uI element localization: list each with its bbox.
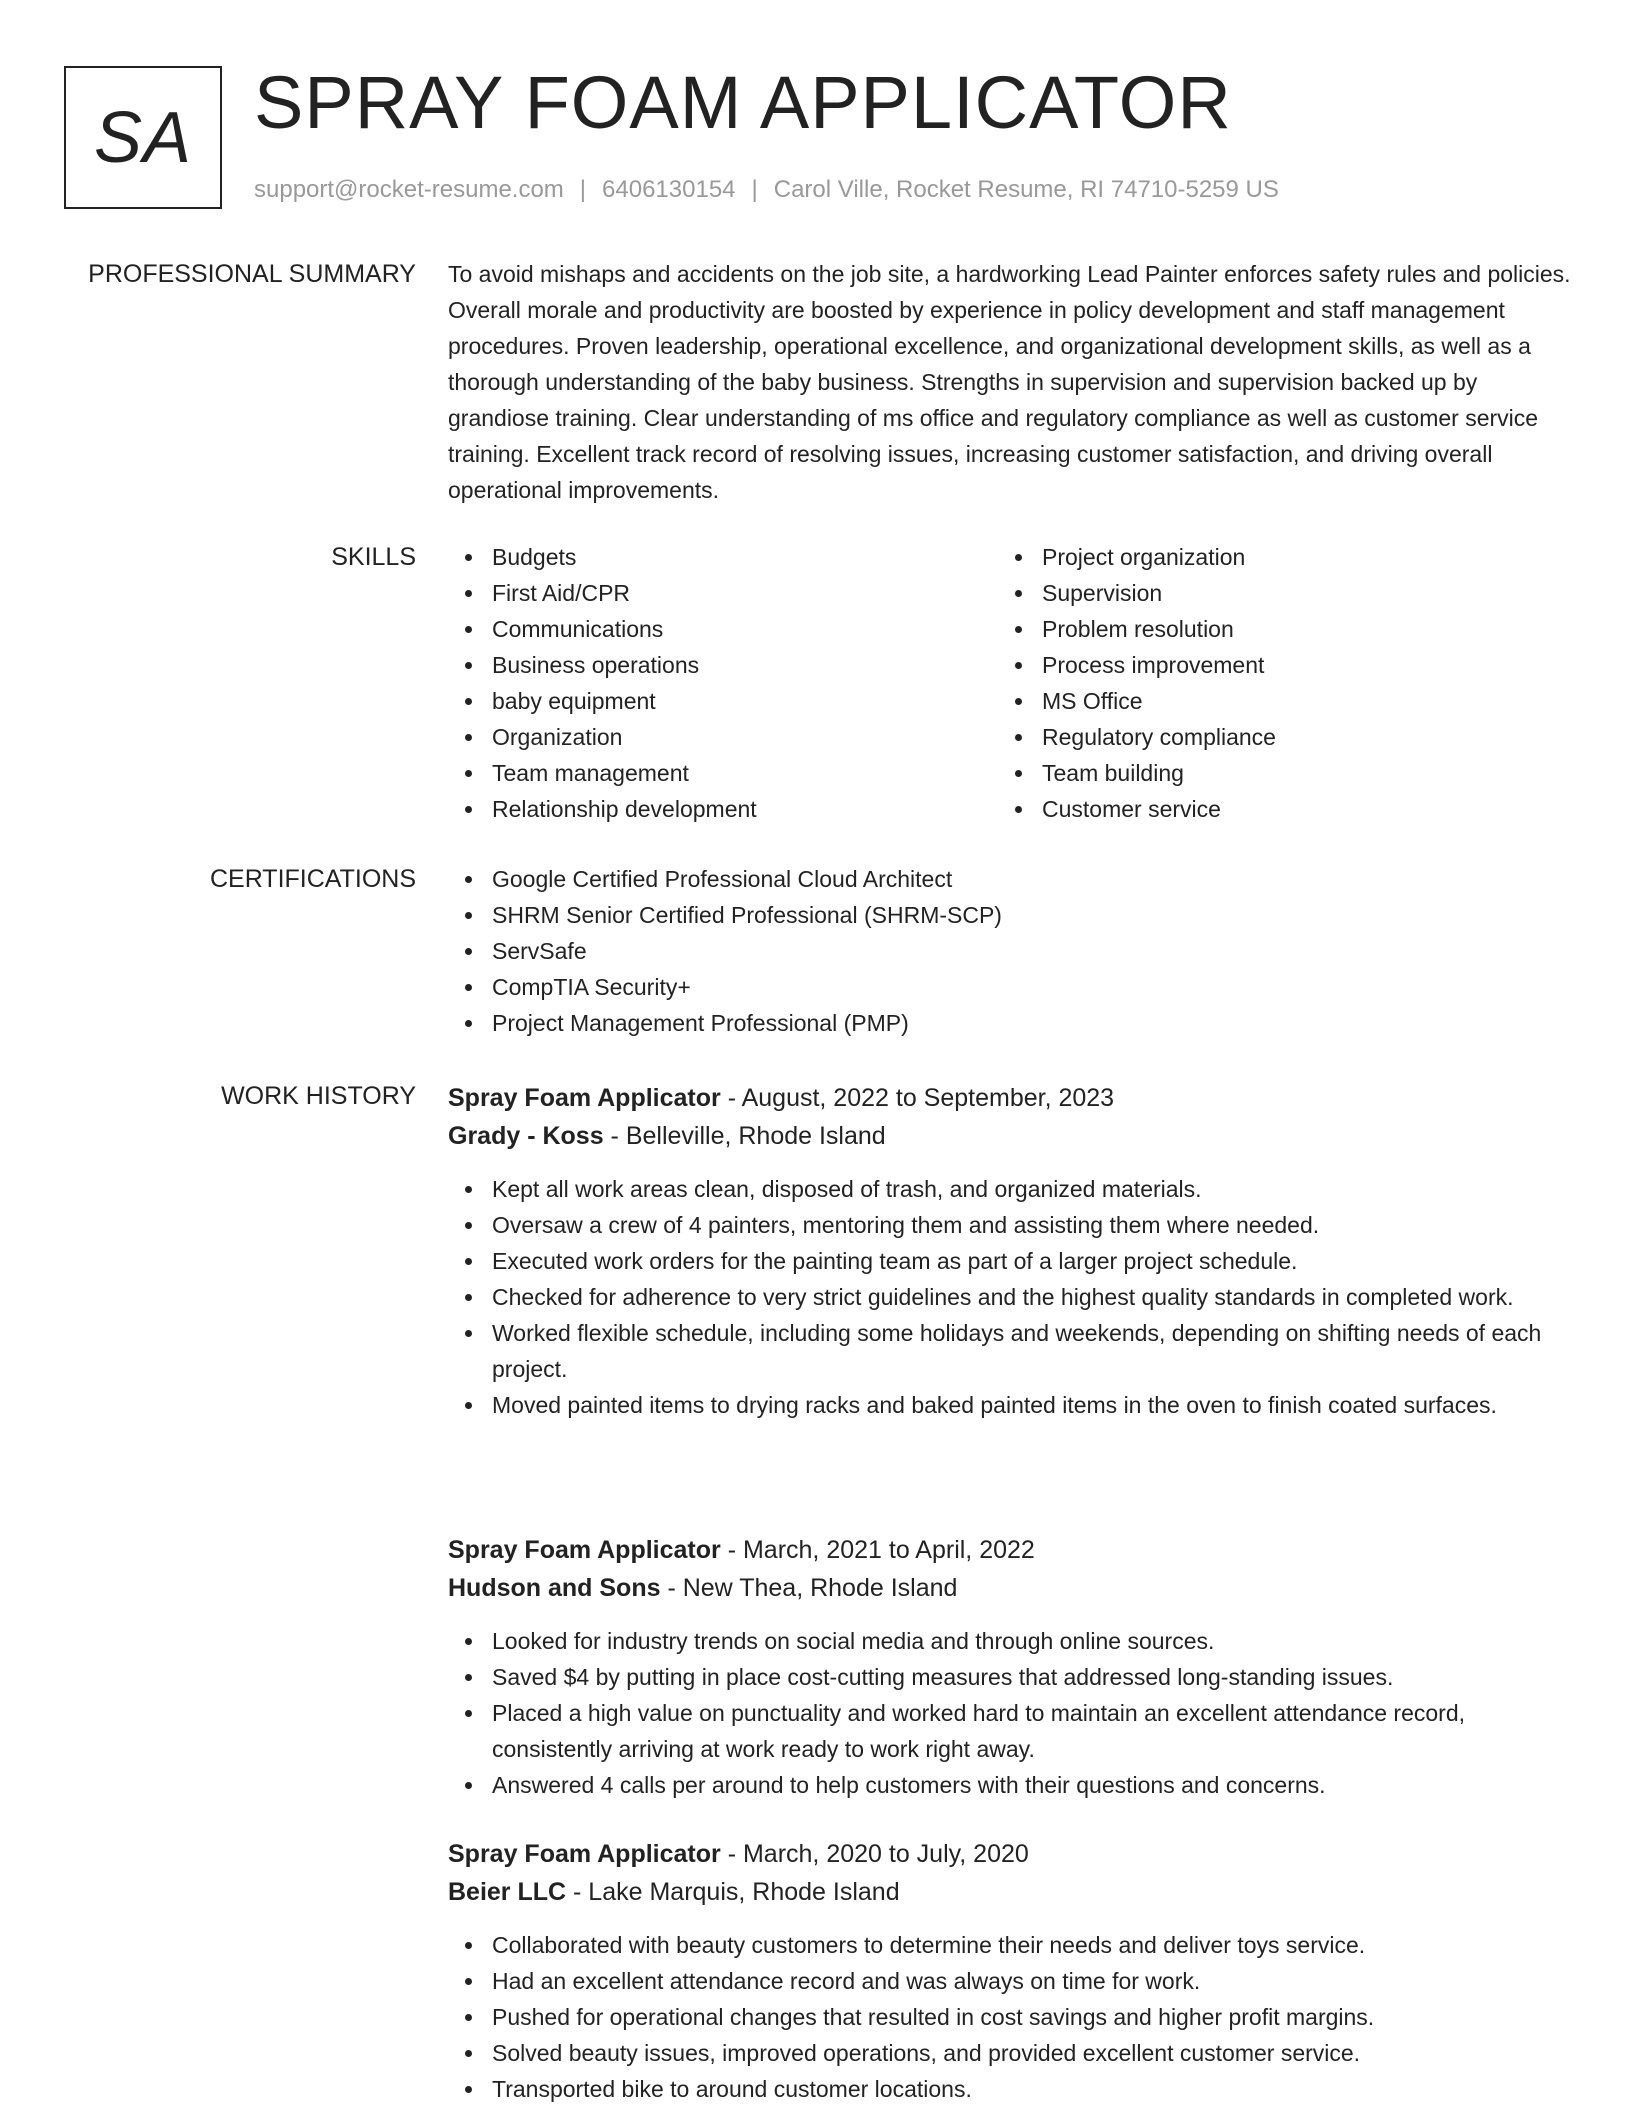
skill-item: Organization [448,719,998,755]
contact-email: support@rocket-resume.com [254,176,564,203]
contact-separator: | [579,176,587,203]
job-company: Beier LLC [448,1878,567,1906]
monogram-box [64,66,222,209]
skills-columns [448,539,1572,827]
job-title-line [448,1835,1572,1873]
duty-item: Executed work orders for the painting team as part of a larger project schedule. [448,1243,1572,1279]
certification-item: ServSafe [448,933,1572,969]
duty-item: Had an excellent attendance record and was always on time for work. [448,1963,1572,1999]
certifications-heading: CERTIFICATIONS [209,865,416,893]
certifications-list [448,861,1572,1041]
work-history-heading: WORK HISTORY [221,1082,416,1110]
duty-item: Collaborated with beauty customers to determine their needs and deliver toys service. [448,1927,1572,1963]
contact-phone: 6406130154 [602,176,736,203]
job-company: Grady - Koss [448,1122,604,1150]
job-entry [448,1835,1572,2107]
duty-item: Worked flexible schedule, including some holidays and weekends, depending on shifting needs of each project. [448,1315,1572,1387]
duty-item: Moved painted items to drying racks and baked painted items in the oven to finish coated surfaces. [448,1387,1572,1423]
certification-item: Project Management Professional (PMP) [448,1005,1572,1041]
candidate-name: SPRAY FOAM APPLICATOR [254,61,1232,144]
contact-address: Carol Ville, Rocket Resume, RI 74710-5259 US [773,176,1279,203]
skill-item: Process improvement [998,647,1548,683]
skill-item: baby equipment [448,683,998,719]
job-title: Spray Foam Applicator [448,1536,721,1564]
job-company: Hudson and Sons [448,1574,661,1602]
duty-item: Answered 4 calls per around to help customers with their questions and concerns. [448,1767,1572,1803]
contact-separator: | [751,176,758,203]
job-entry [448,1531,1572,1803]
duty-item: Oversaw a crew of 4 painters, mentoring them and assisting them where needed. [448,1207,1572,1243]
skill-item: Communications [448,611,998,647]
job-title: Spray Foam Applicator [448,1840,721,1868]
duty-item: Checked for adherence to very strict guidelines and the highest quality standards in completed work. [448,1279,1572,1315]
certification-item: SHRM Senior Certified Professional (SHRM-SCP) [448,897,1572,933]
job-dates: - March, 2021 to April, 2022 [720,1536,1035,1564]
skill-item: Problem resolution [998,611,1548,647]
job-company-line [448,1873,1572,1911]
skill-item: Business operations [448,647,998,683]
certification-item: CompTIA Security+ [448,969,1572,1005]
job-duties [448,1171,1572,1423]
duty-item: Saved $4 by putting in place cost-cutting measures that addressed long-standing issues. [448,1659,1572,1695]
skills-list-left [448,539,998,827]
job-dates: - August, 2022 to September, 2023 [720,1084,1115,1112]
duty-item: Transported bike to around customer locations. [448,2071,1572,2107]
job-title: Spray Foam Applicator [448,1084,721,1112]
job-title-line [448,1531,1572,1569]
job-duties [448,1623,1572,1803]
certifications-body [448,861,1572,1041]
job-company-line [448,1117,1572,1155]
duty-item: Pushed for operational changes that resulted in cost savings and higher profit margins. [448,1999,1572,2035]
job-location: - Belleville, Rhode Island [603,1122,886,1150]
skill-item: Team management [448,755,998,791]
skill-item: Regulatory compliance [998,719,1548,755]
monogram-initials: SA [93,97,193,178]
job-location: - New Thea, Rhode Island [660,1574,958,1602]
summary-text: To avoid mishaps and accidents on the job site, a hardworking Lead Painter enforces safety rules and policies. Overall morale and productivity are boosted by experience in policy development and staff management procedures. Proven leadership, operational excellence, and organizational development skills, as well as a thorough understanding of the baby business. Strengths in supervision and supervision backed up by grandiose training. Clear understanding of ms office and regulatory compliance as well as customer service training. Excellent track record of resolving issues, increasing customer satisfaction, and driving overall operational improvements. [448,261,1571,503]
skill-item: First Aid/CPR [448,575,998,611]
skill-item: Team building [998,755,1548,791]
job-dates: - March, 2020 to July, 2020 [720,1840,1029,1868]
duty-item: Looked for industry trends on social media and through online sources. [448,1623,1572,1659]
skill-item: Project organization [998,539,1548,575]
job-location: - Lake Marquis, Rhode Island [566,1878,900,1906]
duty-item: Placed a high value on punctuality and worked hard to maintain an excellent attendance record, consistently arriving at work ready to work right away. [448,1695,1572,1767]
skills-list-right [998,539,1548,827]
duty-item: Solved beauty issues, improved operations, and provided excellent customer service. [448,2035,1572,2071]
skill-item: Relationship development [448,791,998,827]
contact-line [254,174,1279,206]
skills-heading: SKILLS [331,543,416,571]
job-title-line [448,1079,1572,1117]
job-company-line [448,1569,1572,1607]
summary-heading: PROFESSIONAL SUMMARY [88,260,416,288]
duty-item: Kept all work areas clean, disposed of trash, and organized materials. [448,1171,1572,1207]
certification-item: Google Certified Professional Cloud Architect [448,861,1572,897]
skill-item: Customer service [998,791,1548,827]
skill-item: MS Office [998,683,1548,719]
skill-item: Budgets [448,539,998,575]
job-entry [448,1079,1572,1423]
job-duties [448,1927,1572,2107]
skill-item: Supervision [998,575,1548,611]
